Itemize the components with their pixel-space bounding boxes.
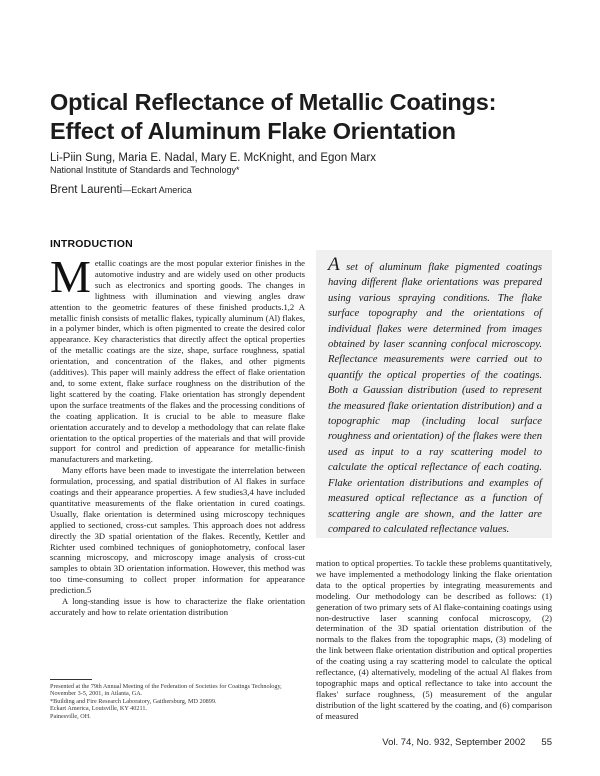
footnote-3: Eckart America, Louisville, KY 40211. xyxy=(50,705,147,713)
intro-paragraph-1-text: etallic coatings are the most popular exterior finishes in the automotive industry and are widely used on other products such as electronics and sporting goods. The changes in lightness with illumination and viewing angles draw attention to the geometric features of these finished products.1,2 A metallic finish consists of metallic flakes, typically aluminum (Al) flakes, in a polymer binder, which is often pigmented to create the desired color appearance. Key characteristics that directly affect the optical properties of the metallic coatings are the size, shape, surface roughness, spatial orientation, and concentration of the flakes, and other pigments (additives). This paper will mainly address the effect of flake orientation and, to some extent, flake surface roughness on the distribution of the light scattered by the coating. Flake orientation has strongly dependent upon the surface treatments of the flakes and the processing conditions of the coating application. It is crucial to be able to measure flake orientation accurately and to develop a methodology that can relate flake orientation to the optical properties of the materials and that will provide support for control and prediction of appearance for metallic-finish manufacturers and marketing. xyxy=(50,258,305,465)
intro-paragraph-2: Many efforts have been made to investigate the interrelation between formulation, processing, and spatial distribution of Al flakes in surface coatings and their appearance properties. A few studies3,4 have included quantitative measurements of the flake orientation in cured coatings. Usually, flake orientation is determined using microscopy techniques applied to sectioned, cross-cut samples. This approach does not address directly the 3D spatial orientation of the flakes. Recently, Kettler and Richter used combined techniques of goniophotometry, confocal laser scanning microscopy, and microscopy image analysis of cross-cut samples to obtain 3D orientation information. However, this method was too time-consuming to collect proper information for appearance prediction.5 xyxy=(50,465,305,596)
title-line-2: Effect of Aluminum Flake Orientation xyxy=(50,118,456,144)
footnote-2: *Building and Fire Research Laboratory, Gaithersburg, MD 20899. xyxy=(50,697,217,705)
author-affiliation: National Institute of Standards and Technology* xyxy=(50,165,240,175)
abstract-box xyxy=(316,250,552,538)
drop-cap-m: M xyxy=(50,251,91,302)
abstract-text xyxy=(328,254,542,537)
left-column-body xyxy=(50,251,305,618)
second-author-affiliation: —Eckart America xyxy=(122,185,192,195)
page-footer xyxy=(382,737,552,748)
article-title xyxy=(50,88,550,146)
section-heading-introduction: INTRODUCTION xyxy=(50,238,133,250)
right-column-body: mation to optical properties. To tackle these problems quantitatively, we have implemented a methodology linking the flake orientation data to the optical properties by integrating measurements and modeling. Our methodology can be described as follows: (1) generation of two primary sets of Al flake-containing coatings using non-destructive laser scanning confocal microscopy, (2) determination of the 3D spatial orientation distribution of the normals to the flakes from the topographic maps, (3) modeling of the link between flake orientation distribution and optical properties of the coating using a ray scattering model to calculate the optical reflectance, (4) alternatively, modeling of the actual Al flakes from topographic maps and optical reflectance to take into account the flakes' surface roughness, (5) measurement of the angular distribution of the light scattered by the coating, and (6) comparison of measured xyxy=(316,558,552,721)
second-author-name: Brent Laurenti xyxy=(50,184,123,196)
intro-paragraph-1 xyxy=(50,251,305,465)
abstract-body: set of aluminum flake pigmented coatings having different flake orientations was prepared using various spraying conditions. The flake surface topography and the orientations of individual flakes were determined from images obtained by laser scanning confocal microscopy. Reflectance measurements were carried out to quantify the optical properties of the coatings. Both a Gaussian distribution (used to represent the measured flake orientation distribution) and a topographic map (including local surface roughness and orientation) of the flakes were then used as input to a ray scattering model to calculate the optical reflectance of each coating. Flake orientation distributions and examples of measured optical reflectance as a function of scattering angle are shown, and the latter are compared to calculated reflectance values. xyxy=(328,262,542,535)
page-number: 55 xyxy=(541,737,552,748)
intro-paragraph-3: A long-standing issue is how to characterize the flake orientation accurately and how to relate orientation distribution xyxy=(50,596,305,617)
second-author-line xyxy=(50,183,192,197)
title-line-1: Optical Reflectance of Metallic Coatings: xyxy=(50,89,497,115)
abstract-drop-cap: A xyxy=(328,254,340,275)
journal-issue: Vol. 74, No. 932, September 2002 xyxy=(382,737,526,748)
footnote-4: Painesville, OH. xyxy=(50,712,91,720)
footnote-1: Presented at the 79th Annual Meeting of the Federation of Societies for Coatings Technology, November 3-5, 2001, in Atlanta, GA. xyxy=(50,683,282,698)
footnote-divider xyxy=(50,679,92,680)
footnotes xyxy=(50,683,305,720)
author-list: Li-Piin Sung, Maria E. Nadal, Mary E. McKnight, and Egon Marx xyxy=(50,152,376,164)
